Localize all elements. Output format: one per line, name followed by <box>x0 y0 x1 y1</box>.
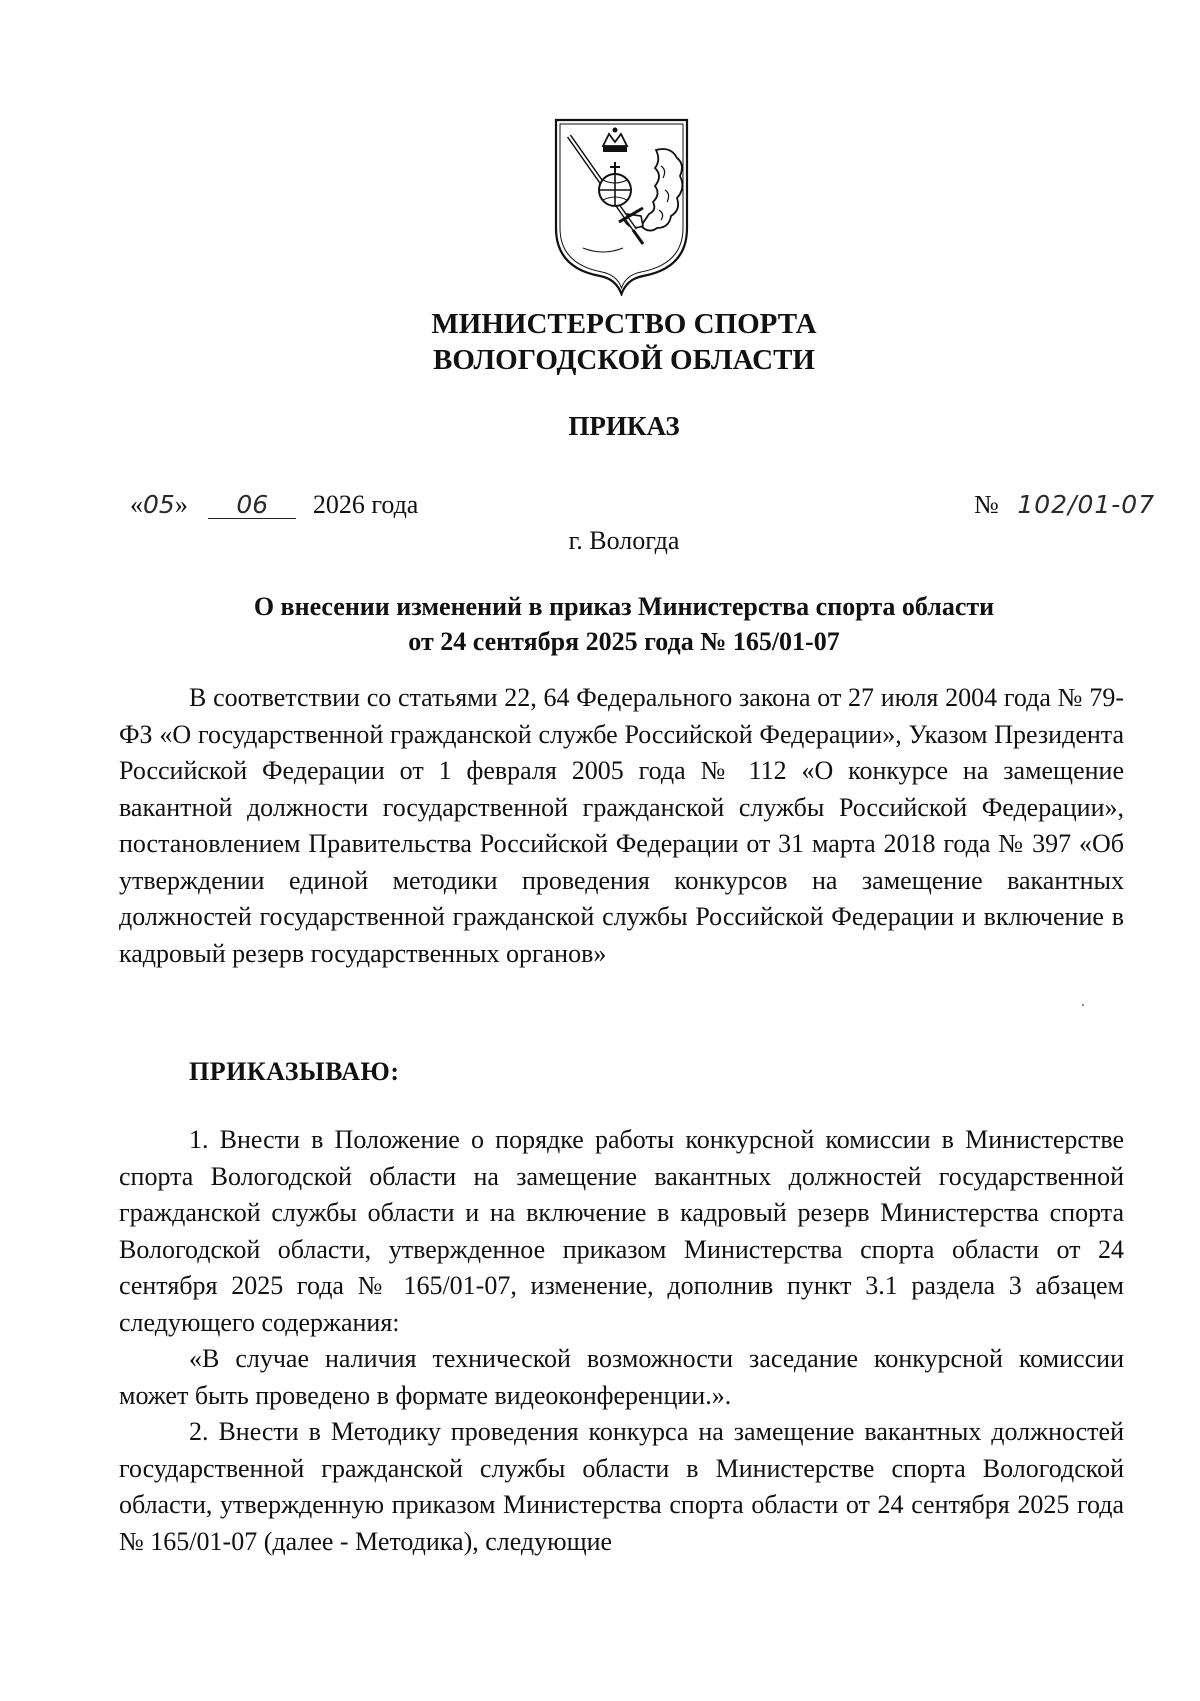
ministry-name <box>0 306 1200 378</box>
document-date <box>130 490 418 520</box>
order-item-2: 2. Внести в Методику проведения конкурса на замещение вакантных должностей государственной гражданской службы области в Министерстве спорта Вологодской области, утвержденную приказом Министерства спорта области от 24 сентября 2025 года № 165/01-07 (далее - Методика), следующие <box>119 1417 1124 1556</box>
scan-speck <box>1082 1004 1084 1006</box>
document-type-title: ПРИКАЗ <box>568 411 680 441</box>
date-month-handwritten: 06 <box>208 492 296 519</box>
vologda-coat-of-arms-icon <box>553 118 690 296</box>
number-value-handwritten: 102/01-07 <box>1017 490 1156 519</box>
date-day-handwritten: 05 <box>143 490 175 519</box>
date-open-quote: « <box>130 490 143 519</box>
subject-line2: от 24 сентября 2025 года № 165/01-07 <box>408 627 840 656</box>
ministry-name-line2: ВОЛОГОДСКОЙ ОБЛАСТИ <box>433 344 815 376</box>
order-items <box>119 1122 1124 1560</box>
document-number <box>974 490 1155 520</box>
date-year-text: 2026 года <box>312 490 419 519</box>
subject-line1: О внесении изменений в приказ Министерства спорта области <box>253 592 995 621</box>
ministry-name-line1: МИНИСТЕРСТВО СПОРТА <box>431 308 817 340</box>
number-sign: № <box>974 490 999 519</box>
order-item-1-quote: «В случае наличия технической возможности заседание конкурсной комиссии может быть проведено в формате видеоконференции.». <box>119 1344 1124 1410</box>
preamble-section <box>119 680 1124 972</box>
document-subject <box>0 589 1200 659</box>
date-close-quote: » <box>174 490 188 519</box>
document-city: г. Вологда <box>568 526 680 555</box>
preamble-paragraph: В соответствии со статьями 22, 64 Федерального закона от 27 июля 2004 года № 79-ФЗ «О государственной гражданской службе Российской Федерации», Указом Президента Российской Федерации от 1 февраля 2005 года № 112 «О конкурсе на замещение вакантной должности государственной гражданской службы Российской Федерации», постановлением Правительства Российской Федерации от 31 марта 2018 года № 397 «Об утверждении единой методики проведения конкурсов на замещение вакантных должностей государственной гражданской службы Российской Федерации и включение в кадровый резерв государственных органов» <box>119 683 1124 968</box>
order-verb-heading: ПРИКАЗЫВАЮ: <box>189 1057 400 1086</box>
order-item-1: 1. Внести в Положение о порядке работы конкурсной комиссии в Министерстве спорта Вологодской области на замещение вакантных должностей государственной гражданской службы области и на включение в кадровый резерв Министерства спорта Вологодской области, утвержденное приказом Министерства спорта области от 24 сентября 2025 года № 165/01-07, изменение, дополнив пункт 3.1 раздела 3 абзацем следующего содержания: <box>119 1125 1124 1337</box>
